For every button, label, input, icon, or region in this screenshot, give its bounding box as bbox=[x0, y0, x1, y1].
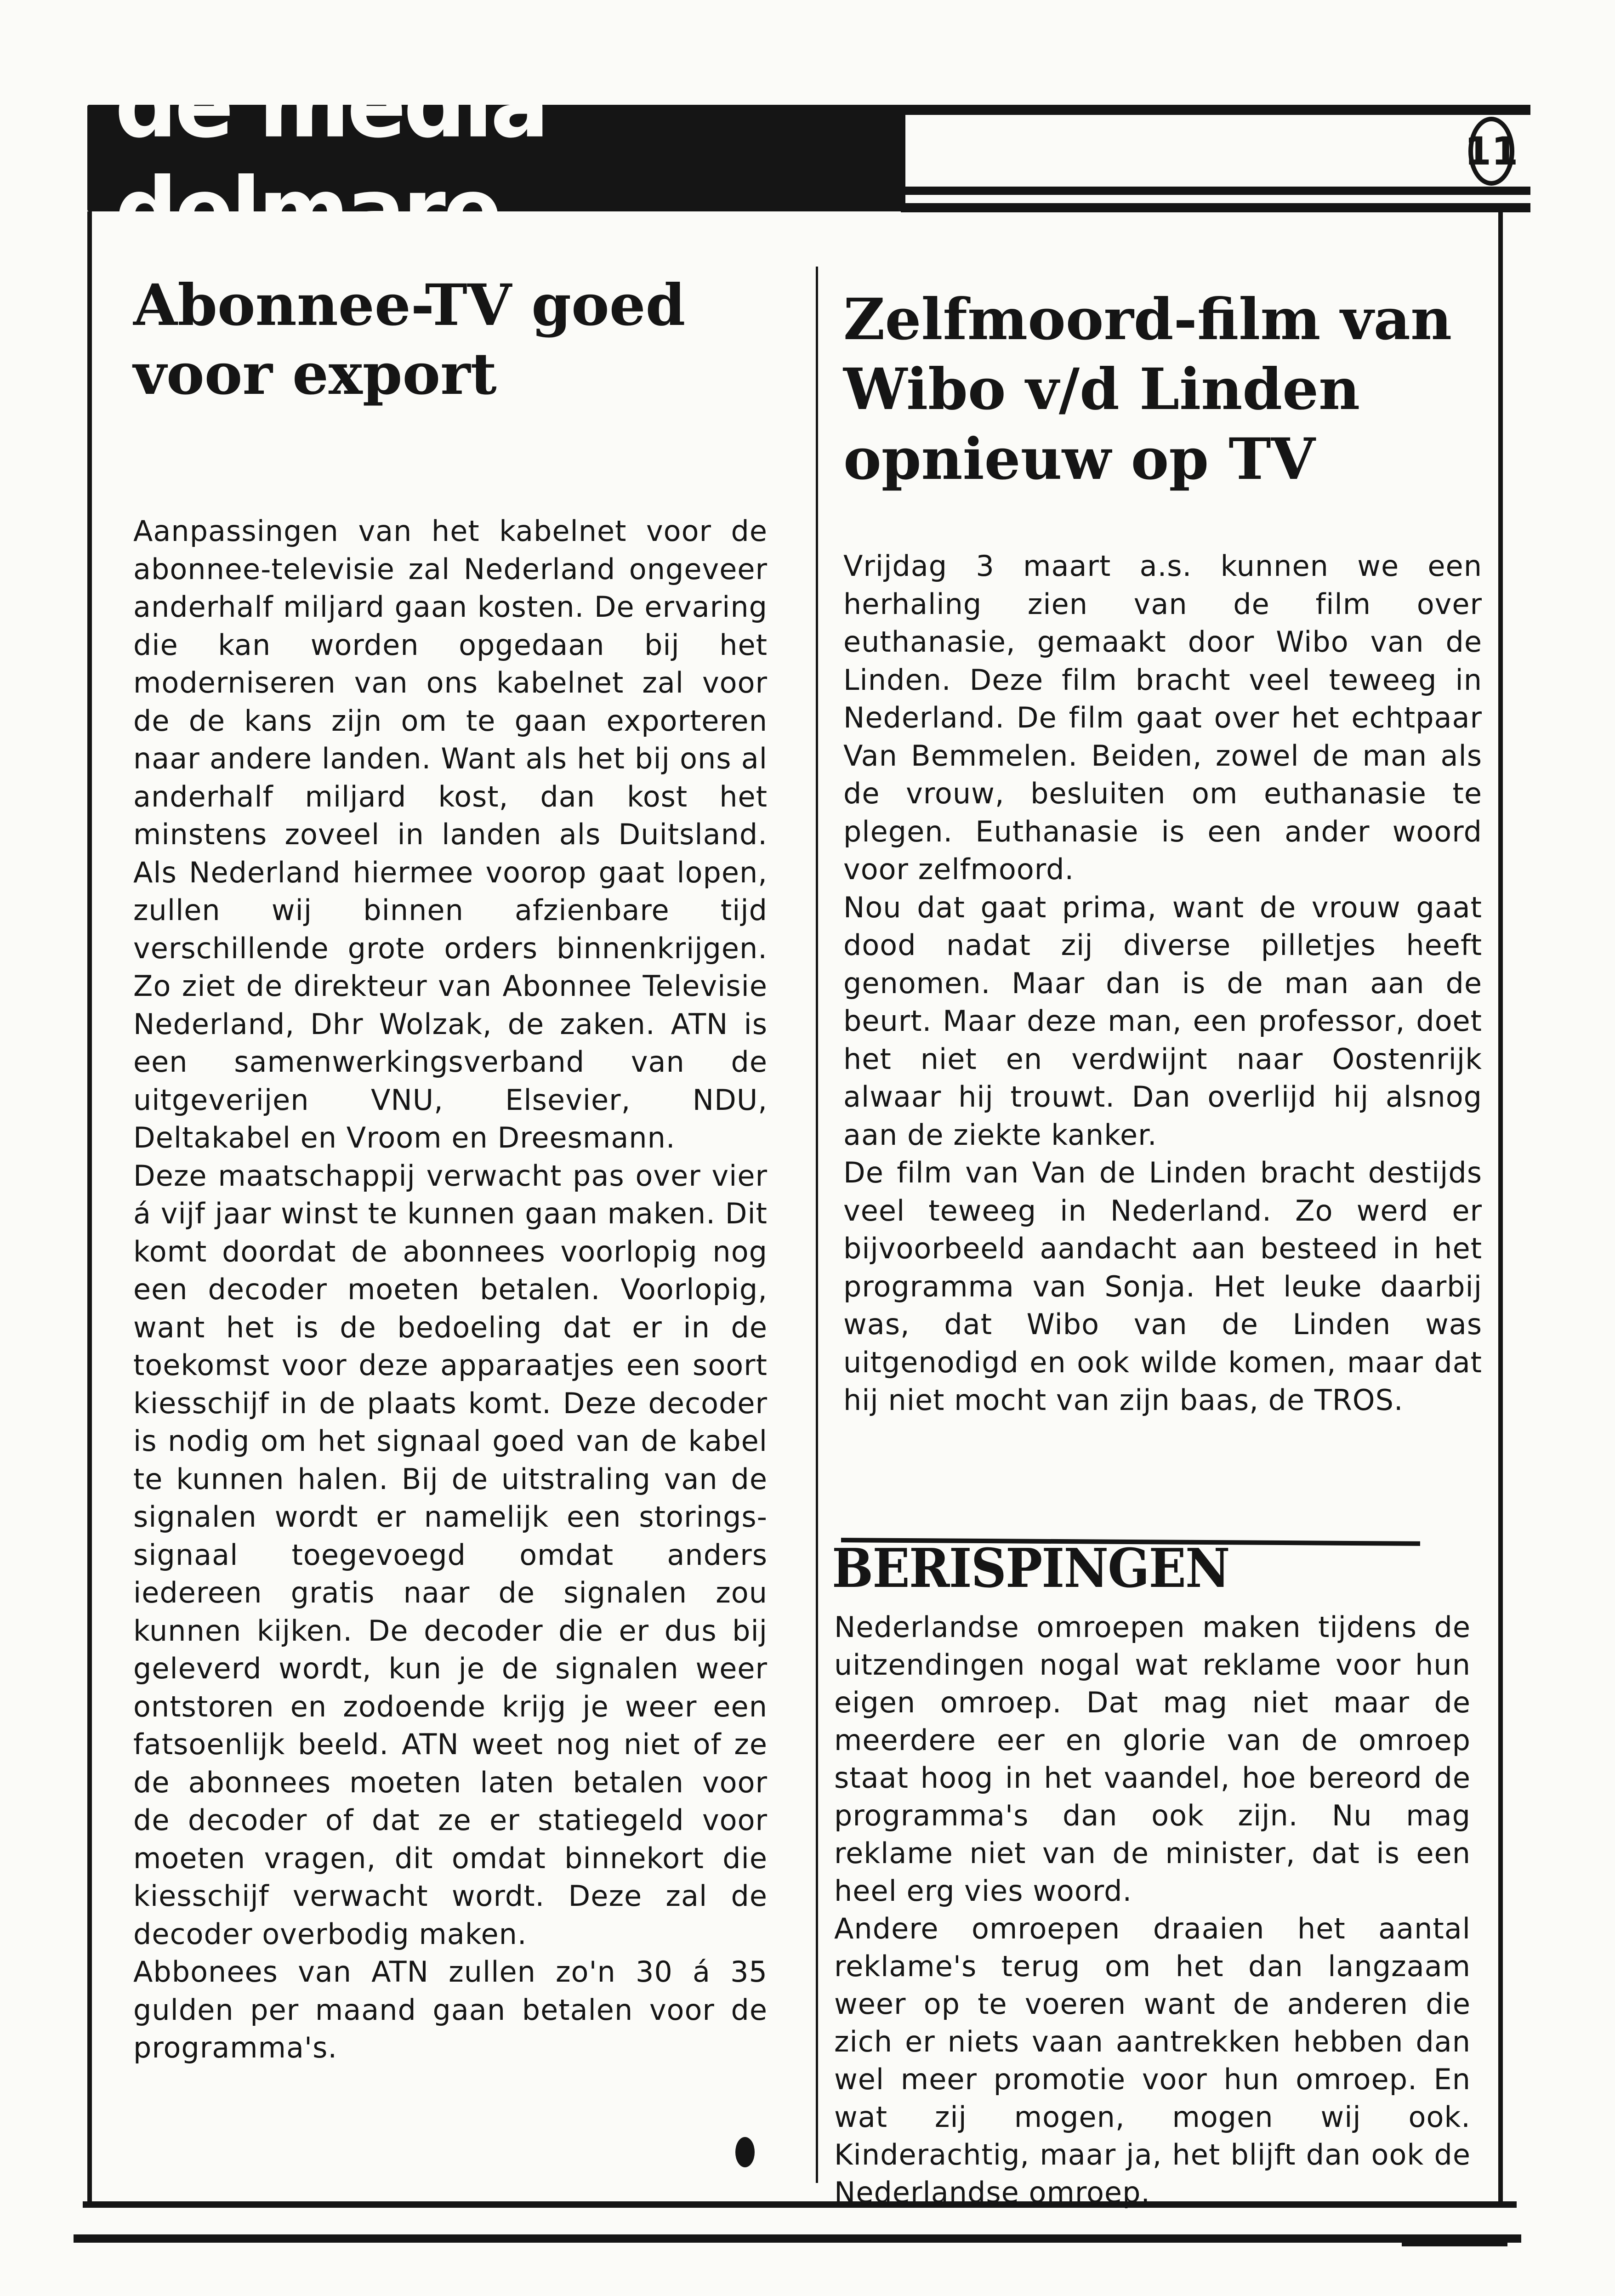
masthead bbox=[83, 51, 1526, 265]
article-paragraph: Deze maatschappij verwacht pas over vier á vijf jaar winst te kunnen gaan maken. Dit komt doordat de abonnees voorlopig nog een decoder moeten betalen. Voorlopig, want het is de bedoeling dat er in de toekomst voor deze apparaatjes een soort kiesschijf in de plaats komt. Deze decoder is nodig om het signaal goed van de kabel te kunnen halen. Bij de uitstraling van de signalen wordt er namelijk een storings-signaal toegevoegd omdat anders iedereen gratis naar de signalen zou kunnen kijken. De decoder die er dus bij geleverd wordt, kun je de signalen weer ontstoren en zodoende krijg je weer een fatsoenlijk beeld. ATN weet nog niet of ze de abonnees moeten laten betalen voor de decoder of dat ze er statiegeld voor moeten vragen, dit omdat binnekort die kiesschijf verwacht wordt. Deze zal de decoder overbodig maken. bbox=[133, 1159, 768, 1951]
article-paragraph: Andere omroepen draaien het aantal reklame's terug om het dan langzaam weer op te voeren want de anderen die zich er niets vaan aantrekken hebben dan wel meer promotie voor hun omroep. En wat zij mogen, mogen wij ook. Kinderachtig, maar ja, het blijft dan ook de Nederlandse omroep. bbox=[834, 1912, 1471, 2209]
masthead-rule-middle bbox=[901, 187, 1530, 195]
article-paragraph: Nederlandse omroepen maken tijdens de uitzendingen nogal wat reklame voor hun eigen omroep. Dat mag niet maar de meerdere eer en glorie van de omroep staat hoog in het vaandel, hoe bereord de programma's dan ook zijn. Nu mag reklame niet van de minister, dat is een heel erg vies woord. bbox=[834, 1610, 1471, 1908]
article-abonnee-tv bbox=[133, 257, 768, 2067]
article-paragraph: De film van Van de Linden bracht destijds veel teweeg in Nederland. Zo werd er bijvoorbeeld aandacht aan besteed in het programma van Sonja. Het leuke daarbij was, dat Wibo van de Linden was uitgenodigd en ook wilde komen, maar dat hij niet mocht van zijn baas, de TROS. bbox=[843, 1156, 1482, 1417]
article-paragraph: Nou dat gaat prima, want de vrouw gaat dood nadat zij diverse pilletjes heeft genomen. Maar dan is de man aan de beurt. Maar deze man, een professor, doet het niet en verdwijnt naar Oostenrijk alwaar hij trouwt. Dan overlijd hij alsnog aan de ziekte kanker. bbox=[843, 890, 1482, 1152]
publication-title: de media delmare bbox=[115, 51, 547, 265]
end-of-article-bullet-icon bbox=[735, 2137, 755, 2167]
article-body bbox=[133, 512, 768, 2067]
article-paragraph: Vrijdag 3 maart a.s. kunnen we een herhaling zien van de film over euthanasie, gemaakt door Wibo van de Linden. Deze film bracht veel teweeg in Nederland. De film gaat over het echtpaar Van Bemmelen. Beiden, zowel de man als de vrouw, besluiten om euthanasie te plegen. Euthanasie is een ander woord voor zelfmoord. bbox=[843, 549, 1482, 886]
article-zelfmoord-film bbox=[843, 257, 1482, 1420]
article-body bbox=[843, 547, 1482, 1420]
column-divider bbox=[816, 267, 818, 2183]
bottom-end-bar bbox=[1402, 2242, 1507, 2246]
article-headline: Zelfmoord-film van Wibo v/d Linden opnieuw op TV bbox=[843, 286, 1452, 493]
bottom-rule-outer bbox=[74, 2234, 1521, 2243]
page-number-badge: 11 bbox=[1468, 117, 1514, 186]
masthead-rule-bottom bbox=[901, 203, 1530, 212]
article-paragraph: Aanpassingen van het kabelnet voor de abonnee-televisie zal Nederland ongeveer anderhalf miljard gaan kosten. De ervaring die kan worden opgedaan bij het moderniseren van ons kabelnet zal voor de de kans zijn om te gaan exporteren naar andere landen. Want als het bij ons al anderhalf miljard kost, dan kost het minstens zoveel in landen als Duitsland. Als Nederland hiermee voorop gaat lopen, zullen wij binnen afzienbare tijd verschillende grote orders binnenkrijgen. Zo ziet de direkteur van Abonnee Televisie Nederland, Dhr Wolzak, de zaken. ATN is een samenwerkingsverband van de uitgeverijen VNU, Elsevier, NDU, Deltakabel en Vroom en Dreesmann. bbox=[133, 514, 768, 1154]
article-headline: Abonnee-TV goed voor export bbox=[133, 272, 686, 408]
article-body-berispingen bbox=[834, 1608, 1471, 2211]
article-paragraph: Abbonees van ATN zullen zo'n 30 á 35 gulden per maand gaan betalen voor de programma's. bbox=[133, 1955, 768, 2064]
masthead-title-block bbox=[87, 51, 905, 265]
masthead-rule-top bbox=[901, 105, 1530, 115]
article-headline-berispingen: BERISPINGEN bbox=[832, 1537, 1229, 1600]
